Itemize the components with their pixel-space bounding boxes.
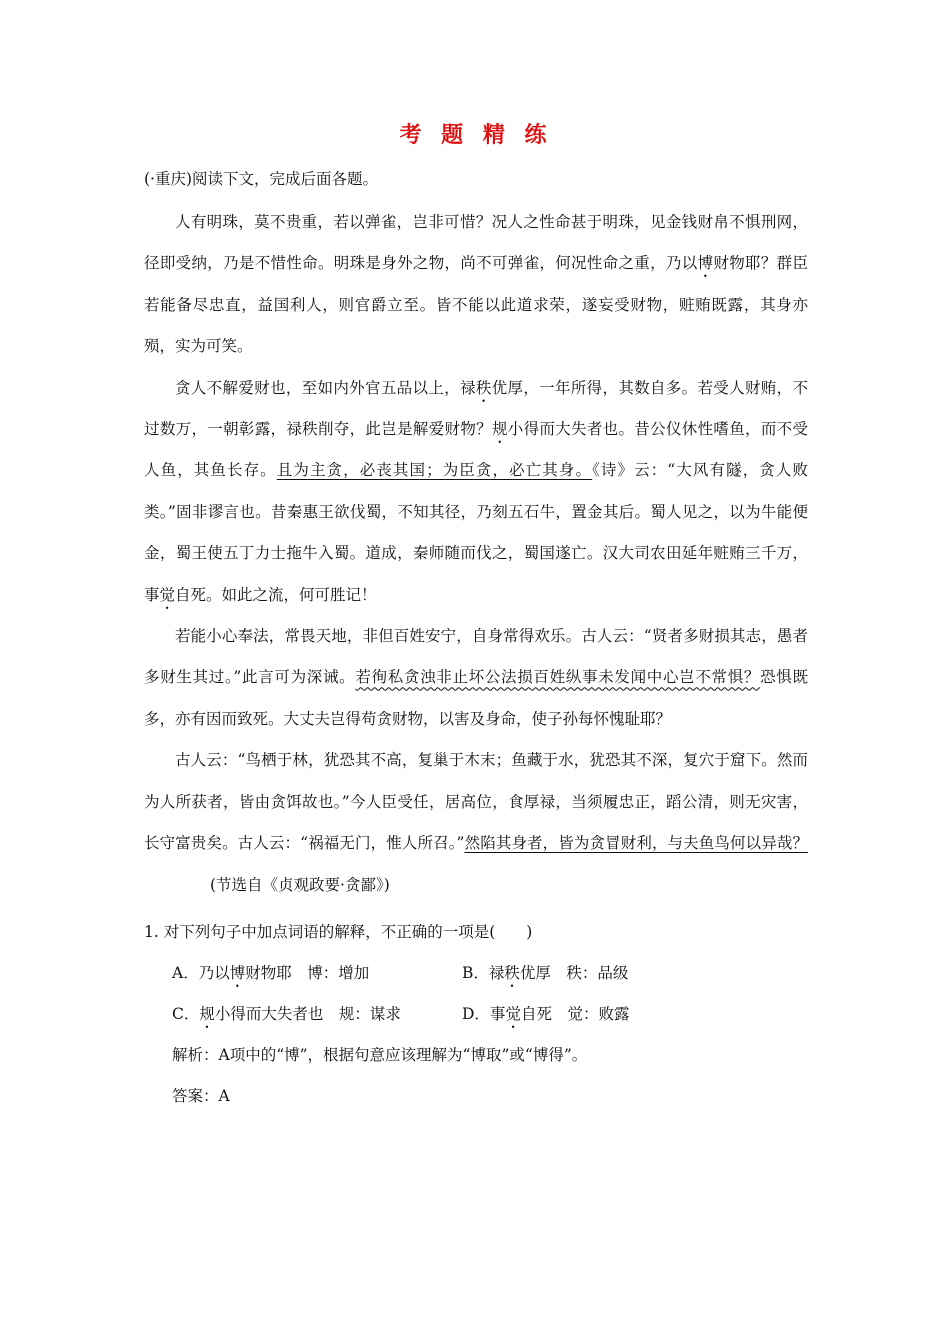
option-a-pre: A．乃以 — [172, 963, 230, 982]
p2-text-d: 《诗》云：“大风有隧，贪人败类。”固非谬言也。昔秦惠王欲伐蜀，不知其径，乃刻五石牛，置金其后。蜀人见之，以为牛能便金，蜀王使五丁力士拖牛入蜀。道成，秦师随而伐之，蜀国遂亡。汉大司农田延年赃贿三千万，事 — [144, 461, 808, 604]
p1-dotted-word: 博 — [697, 254, 714, 273]
options-row-1 — [172, 953, 808, 994]
options-list — [144, 953, 808, 1035]
p4-text-a: 古人云：“鸟栖于林，犹恐其不高，复巢于木末；鱼藏于水，犹恐其不深，复穴于窟下。然而为人所获者，皆由贪饵故也。”今人臣受任，居高位，食厚禄，当须履忠正，蹈公清，则无灾害，长守富贵矣。古人云：“祸福无门，惟人所召。” — [144, 751, 808, 853]
p4-underlined-sentence: 然陷其身者，皆为贪冒财利，与夫鱼鸟何以异哉？ — [464, 834, 808, 853]
p3-wavy-underlined-sentence: 若徇私贪浊非止坏公法损百姓纵事未发闻中心岂不常惧？ — [355, 668, 761, 687]
p2-text-c: 小得而大失者也。昔公仪休性嗜鱼，而不受人鱼，其鱼长存。 — [144, 420, 808, 480]
option-d-pre: D．事 — [462, 1004, 506, 1023]
option-c — [172, 994, 462, 1035]
option-d — [462, 994, 752, 1035]
p2-text-e: 自死。如此之流，何可胜记！ — [175, 585, 377, 604]
option-b-dotted: 秩 — [504, 963, 520, 982]
page-title: 考 题 精 练 — [399, 122, 553, 148]
option-d-dotted: 觉 — [505, 1004, 521, 1023]
p1-text-b: 财物耶？群臣若能备尽忠直，益国利人，则官爵立至。皆不能以此道求荣，遂妄受财物，赃贿既露，其身亦殒，实为可笑。 — [144, 254, 808, 356]
paragraph-4 — [144, 740, 808, 906]
intro-line: (·重庆)阅读下文，完成后面各题。 — [144, 170, 379, 188]
p3-text-a: 若能小心奉法，常畏天地，非但百姓安宁，自身常得欢乐。古人云：“贤者多财损其志，愚者多财生其过。”此言可为深诫。 — [144, 627, 808, 687]
p2-dotted-word-1: 秩 — [475, 378, 492, 397]
p3-text-b: 恐惧既多，亦有因而致死。大丈夫岂得苟贪财物，以害及身命，使子孙每怀愧耻耶？ — [144, 668, 808, 728]
option-d-post: 自死 觉：败露 — [520, 1004, 630, 1023]
option-a-dotted: 博 — [229, 963, 246, 982]
p2-dotted-word-3: 觉 — [159, 585, 176, 604]
option-b-pre: B．禄 — [462, 963, 505, 982]
option-c-dotted: 规 — [199, 1004, 215, 1023]
options-row-2 — [172, 994, 808, 1035]
paragraph-3 — [144, 616, 808, 740]
analysis-text: 解析：A项中的“博”，根据句意应该理解为“博取”或“博得”。 — [172, 1045, 588, 1064]
option-a-post: 财物耶 博：增加 — [245, 963, 370, 982]
question-1: 1. 对下列句子中加点词语的解释，不正确的一项是( ) — [144, 922, 533, 941]
p2-text-b: 优厚，一年所得，其数自多。若受人财贿，不过数万，一朝彰露，禄秩削夺，此岂是解爱财物？ — [144, 378, 808, 439]
source-citation: (节选自《贞观政要·贪鄙》) — [210, 875, 390, 894]
option-c-post: 小得而大失者也 规：谋求 — [214, 1004, 401, 1023]
p1-text-a: 人有明珠，莫不贵重，若以弹雀，岂非可惜？况人之性命甚于明珠，见金钱财帛不惧刑网，径即受纳，乃是不惜性命。明珠是身外之物，尚不可弹雀，何况性命之重，乃以 — [144, 213, 808, 273]
option-b — [462, 953, 752, 994]
paragraph-1 — [144, 202, 808, 368]
p2-text-a: 贪人不解爱财也，至如内外官五品以上，禄 — [175, 378, 476, 397]
option-b-post: 优厚 秩：品级 — [519, 963, 629, 982]
option-a — [172, 953, 462, 994]
option-c-pre: C． — [172, 1004, 200, 1023]
p2-underlined-sentence: 且为主贪，必丧其国；为臣贪，必亡其身。 — [276, 461, 593, 480]
paragraph-2 — [144, 368, 808, 616]
p2-dotted-word-2: 规 — [491, 420, 508, 439]
answer-text: 答案：A — [172, 1086, 230, 1105]
